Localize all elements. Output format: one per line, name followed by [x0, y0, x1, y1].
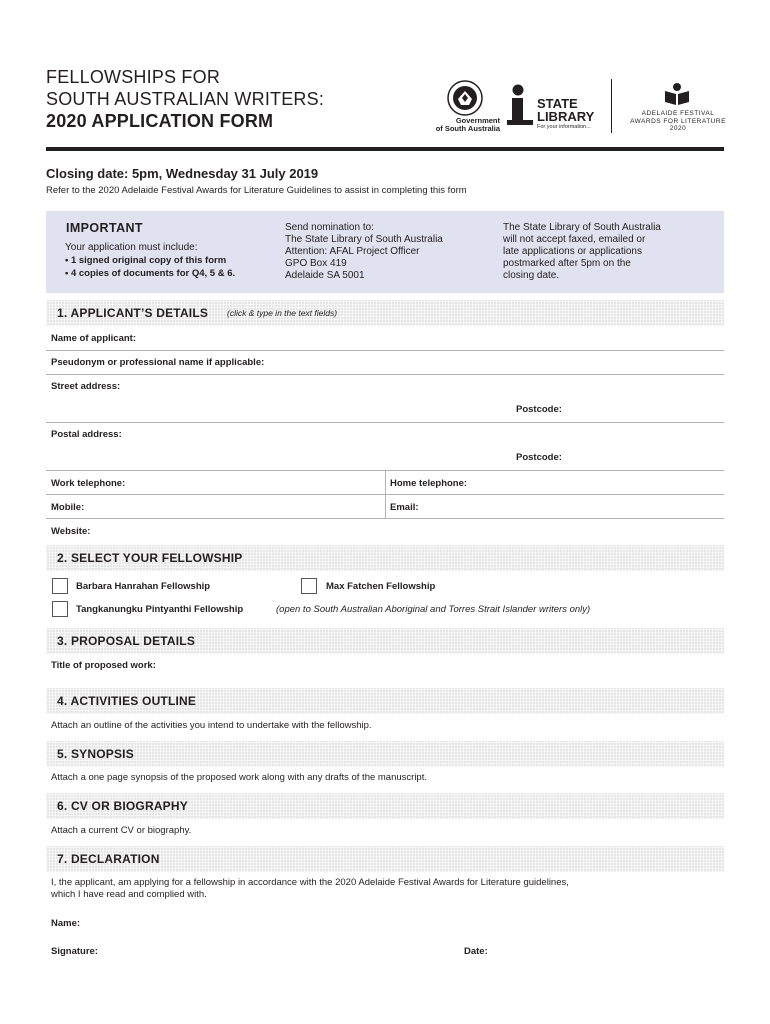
requirement-item: • 1 signed original copy of this form [65, 255, 227, 266]
afal-logo-text [626, 110, 730, 133]
section-heading: 6. CV OR BIOGRAPHY [57, 799, 188, 813]
send-address [285, 222, 443, 282]
field-label: Name of applicant: [51, 333, 136, 344]
note-line: will not accept faxed, emailed or [503, 234, 646, 245]
pseudonym-field[interactable] [46, 351, 724, 375]
column-divider [385, 471, 386, 519]
title-line-1: FELLOWSHIPS FOR [46, 67, 221, 87]
street-address-field[interactable] [46, 375, 724, 423]
form-title [46, 66, 324, 132]
section-applicant-details [46, 300, 724, 326]
website-field[interactable] [46, 519, 724, 543]
requirement-item: • 4 copies of documents for Q4, 5 & 6. [65, 268, 236, 279]
max-fatchen-label: Max Fatchen Fellowship [326, 581, 436, 592]
postal-address-field[interactable] [46, 423, 724, 471]
important-requirements [65, 241, 235, 280]
government-logo-text [424, 117, 500, 133]
send-line: Attention: AFAL Project Officer [285, 246, 420, 257]
date-label[interactable]: Date: [464, 946, 488, 957]
afal-line-1: ADELAIDE FESTIVAL [641, 110, 715, 117]
work-telephone-label[interactable]: Work telephone: [51, 478, 126, 489]
guidelines-note: Refer to the 2020 Adelaide Festival Awards for Literature Guidelines to assist in completing this form [46, 185, 467, 196]
synopsis-instruction: Attach a one page synopsis of the proposed work along with any drafts of the manuscript. [51, 772, 427, 783]
declaration-text [51, 877, 569, 901]
title-line-2: SOUTH AUSTRALIAN WRITERS: [46, 89, 325, 109]
requirements-intro: Your application must include: [65, 242, 198, 253]
signature-row [46, 940, 724, 964]
field-label: Name: [51, 918, 81, 929]
send-line: The State Library of South Australia [285, 234, 443, 245]
section-proposal-details [46, 628, 724, 654]
field-label: Website: [51, 526, 91, 537]
logo-divider [611, 79, 612, 133]
applicant-name-field[interactable] [46, 327, 724, 351]
state-library-logo-text [537, 97, 594, 123]
afal-line-2: AWARDS FOR LITERATURE [630, 117, 726, 125]
send-line: GPO Box 419 [285, 258, 347, 269]
state-library-line-2: LIBRARY [537, 109, 595, 124]
gov-logo-line-2: of South Australia [435, 124, 500, 133]
activities-instruction: Attach an outline of the activities you intend to undertake with the fellowship. [51, 720, 372, 731]
barbara-hanrahan-label: Barbara Hanrahan Fellowship [76, 581, 211, 592]
closing-date: Closing date: 5pm, Wednesday 31 July 2019 [46, 166, 319, 181]
email-label[interactable]: Email: [390, 502, 419, 513]
section-activities-outline [46, 688, 724, 714]
note-line: postmarked after 5pm on the [503, 258, 631, 269]
tangkanungku-label: Tangkanungku Pintyanthi Fellowship [76, 604, 244, 615]
declaration-line: I, the applicant, am applying for a fellowship in accordance with the 2020 Adelaide Festival Awards for Literature guidelines, [51, 877, 569, 888]
late-application-note [503, 222, 661, 282]
field-label: Pseudonym or professional name if applicable: [51, 357, 265, 368]
section-cv-biography [46, 793, 724, 819]
field-label: Postal address: [51, 429, 122, 440]
section-hint: (click & type in the text fields) [227, 308, 338, 318]
barbara-hanrahan-checkbox[interactable] [52, 578, 68, 594]
section-declaration [46, 846, 724, 872]
gov-logo-line-1: Government [455, 116, 500, 125]
header-rule [46, 147, 724, 151]
send-line: Adelaide SA 5001 [285, 270, 365, 281]
tangkanungku-eligibility-note: (open to South Australian Aboriginal and Torres Strait Islander writers only) [276, 604, 591, 615]
state-library-i-icon [506, 84, 534, 128]
declaration-name-field[interactable] [46, 912, 724, 936]
home-telephone-label[interactable]: Home telephone: [390, 478, 468, 489]
send-line: Send nomination to: [285, 222, 374, 233]
tangkanungku-checkbox[interactable] [52, 601, 68, 617]
important-box [46, 211, 724, 293]
section-select-fellowship [46, 545, 724, 571]
section-heading: 1. APPLICANT’S DETAILS [57, 306, 209, 320]
cv-instruction: Attach a current CV or biography. [51, 825, 192, 836]
section-synopsis [46, 741, 724, 767]
section-heading: 5. SYNOPSIS [57, 747, 134, 761]
important-heading: IMPORTANT [66, 221, 143, 235]
state-library-tagline: For your information... [537, 124, 591, 130]
signature-label[interactable]: Signature: [51, 946, 98, 957]
state-library-line-1: STATE [537, 96, 578, 111]
section-heading: 7. DECLARATION [57, 852, 160, 866]
section-heading: 3. PROPOSAL DETAILS [57, 634, 196, 648]
note-line: closing date. [503, 270, 560, 281]
sa-government-crest-icon [446, 79, 484, 117]
postcode-label: Postcode: [516, 452, 562, 463]
open-book-icon [664, 82, 690, 106]
max-fatchen-checkbox[interactable] [301, 578, 317, 594]
note-line: The State Library of South Australia [503, 222, 661, 233]
field-label: Street address: [51, 381, 121, 392]
declaration-line: which I have read and complied with. [51, 889, 207, 900]
note-line: late applications or applications [503, 246, 642, 257]
proposed-work-title-field[interactable] [46, 655, 724, 685]
afal-line-3: 2020 [669, 125, 687, 132]
mobile-label[interactable]: Mobile: [51, 502, 85, 513]
title-line-3: 2020 APPLICATION FORM [46, 111, 274, 131]
section-heading: 2. SELECT YOUR FELLOWSHIP [57, 551, 243, 565]
field-label: Title of proposed work: [51, 660, 156, 671]
postcode-label: Postcode: [516, 404, 562, 415]
section-heading: 4. ACTIVITIES OUTLINE [57, 694, 197, 708]
